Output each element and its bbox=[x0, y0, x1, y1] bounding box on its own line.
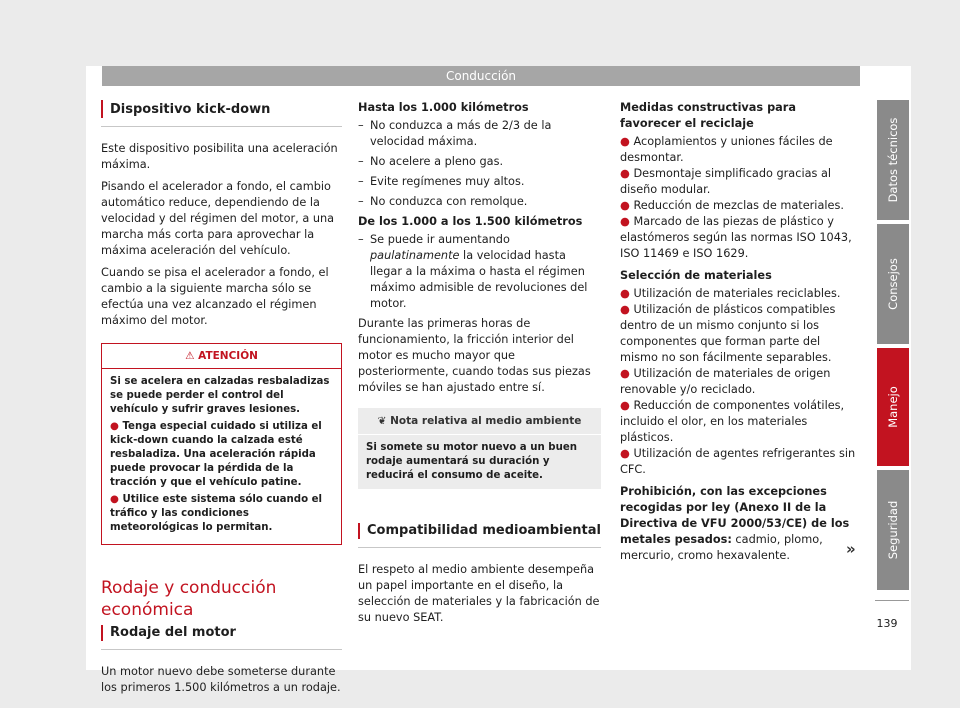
list-item-text: Se puede ir aumentando bbox=[370, 233, 510, 246]
bullet-icon: ● bbox=[620, 447, 634, 460]
environment-note-body: Si somete su motor nuevo a un buen rodaje aumentará su duración y reducirá el consumo de aceite. bbox=[366, 442, 577, 481]
bullet-icon: ● bbox=[110, 494, 123, 505]
bullet-item bbox=[620, 302, 860, 366]
continue-arrow-icon: » bbox=[846, 540, 856, 558]
bullet-item bbox=[620, 198, 860, 214]
bullet-text: Utilización de materiales de origen renovable y/o reciclado. bbox=[620, 367, 831, 396]
column-3 bbox=[620, 100, 860, 570]
warning-bullet bbox=[110, 493, 333, 535]
section-title-kickdown: Dispositivo kick-down bbox=[101, 100, 342, 127]
bullet-icon: ● bbox=[620, 287, 634, 300]
leaf-icon: ❦ bbox=[377, 415, 387, 427]
side-tab-label: Manejo bbox=[886, 386, 900, 428]
bullet-icon: ● bbox=[110, 421, 123, 432]
bullet-icon: ● bbox=[620, 167, 634, 180]
subheading: Medidas constructivas para favorecer el reciclaje bbox=[620, 101, 796, 130]
bullet-text: Reducción de mezclas de materiales. bbox=[633, 199, 844, 212]
bullet-text: Utilización de plásticos compatibles dentro de un mismo conjunto si los componentes que forman parte del mismo no son fácilmente separables. bbox=[620, 303, 836, 364]
list-item: – Evite regímenes muy altos. bbox=[358, 174, 601, 190]
bullet-text: Reducción de componentes volátiles, incluido el olor, en los materiales plásticos. bbox=[620, 399, 845, 444]
paragraph: Pisando el acelerador a fondo, el cambio automático reduce, dependiendo de la velocidad y del régimen del motor, a una marcha más corta para aprovechar la máxima aceleración del vehículo. bbox=[101, 180, 335, 257]
bullet-text: Utilización de agentes refrigerantes sin CFC. bbox=[620, 447, 856, 476]
page-number-divider bbox=[875, 600, 909, 601]
side-tab-datos-tecnicos[interactable] bbox=[877, 100, 909, 220]
bullet-icon: ● bbox=[620, 215, 634, 228]
side-tab-seguridad[interactable] bbox=[877, 470, 909, 590]
list-item: – No acelere a pleno gas. bbox=[358, 154, 601, 170]
bullet-icon: ● bbox=[620, 303, 634, 316]
side-tab-label: Datos técnicos bbox=[886, 117, 900, 203]
side-tab-consejos[interactable] bbox=[877, 224, 909, 344]
warning-triangle-icon: ⚠ bbox=[185, 350, 195, 362]
bullet-item bbox=[620, 166, 860, 198]
bullet-icon: ● bbox=[620, 135, 634, 148]
warning-bullet-text: Utilice este sistema sólo cuando el tráfico y las condiciones meteorológicas lo permitan. bbox=[110, 494, 323, 533]
subheading: De los 1.000 a los 1.500 kilómetros bbox=[358, 215, 583, 228]
paragraph: Cuando se pisa el acelerador a fondo, el cambio a la siguiente marcha sólo se efectúa una vez alcanzado el régimen máximo del motor. bbox=[101, 266, 329, 327]
paragraph: El respeto al medio ambiente desempeña un papel importante en el diseño, la selección de materiales y la fabricación de su nuevo SEAT. bbox=[358, 563, 600, 624]
paragraph: Durante las primeras horas de funcionamiento, la fricción interior del motor es mucho mayor que posteriormente, cuando todas sus piezas móviles se han ajustado entre sí. bbox=[358, 317, 591, 394]
list-item: – No conduzca con remolque. bbox=[358, 194, 601, 210]
side-tab-manejo[interactable] bbox=[877, 348, 909, 466]
chapter-header: Conducción bbox=[102, 66, 860, 86]
paragraph: Un motor nuevo debe someterse durante los primeros 1.500 kilómetros a un rodaje. bbox=[101, 665, 341, 694]
paragraph: Este dispositivo posibilita una aceleración máxima. bbox=[101, 142, 338, 171]
column-2 bbox=[358, 100, 601, 632]
list-item-text: la velocidad hasta llegar a la máxima o hasta el régimen máximo admisible de revoluciones del motor. bbox=[370, 249, 588, 310]
list-item: – No conduzca a más de 2/3 de la velocidad máxima. bbox=[358, 118, 601, 150]
column-1 bbox=[101, 100, 342, 702]
section-title-compatibilidad: Compatibilidad medioambiental bbox=[358, 519, 601, 548]
bullet-text: Marcado de las piezas de plástico y elastómeros según las normas ISO 1043, ISO 11469 e ISO 1629. bbox=[620, 215, 852, 260]
list-item bbox=[358, 232, 601, 312]
bullet-icon: ● bbox=[620, 199, 634, 212]
bullet-item bbox=[620, 398, 860, 446]
warning-header bbox=[102, 344, 341, 369]
paragraph-bold-lead: Prohibición, con las excepciones recogidas por ley (Anexo II de la Directiva de VFU 2000/53/CE) de los metales pesados: bbox=[620, 485, 850, 546]
environment-note-box bbox=[358, 408, 601, 489]
warning-intro: Si se acelera en calzadas resbaladizas se puede perder el control del vehículo y sufrir graves lesiones. bbox=[110, 376, 330, 415]
subheading: Hasta los 1.000 kilómetros bbox=[358, 101, 529, 114]
bullet-item bbox=[620, 446, 860, 478]
bullet-icon: ● bbox=[620, 399, 634, 412]
bullet-item bbox=[620, 134, 860, 166]
bullet-text: Acoplamientos y uniones fáciles de desmontar. bbox=[620, 135, 833, 164]
warning-title: ATENCIÓN bbox=[198, 350, 258, 362]
chapter-section-title: Rodaje y conducción económica bbox=[101, 578, 277, 620]
warning-bullet-text: Tenga especial cuidado si utiliza el kick-down cuando la calzada esté resbaladiza. Una aceleración rápida puede provocar la pérdida de la tracción y que el vehículo patine. bbox=[110, 421, 322, 488]
environment-note-title: Nota relativa al medio ambiente bbox=[390, 415, 582, 427]
paragraph-text: cadmio, plomo, mercurio, cromo hexavalente. bbox=[620, 533, 823, 562]
list-item-emphasis: paulatinamente bbox=[370, 249, 460, 262]
warning-body bbox=[102, 369, 341, 544]
paragraph bbox=[620, 484, 860, 564]
page-number: 139 bbox=[876, 617, 898, 630]
side-tab-label: Seguridad bbox=[886, 500, 900, 560]
warning-box bbox=[101, 343, 342, 545]
bullet-item bbox=[620, 286, 860, 302]
bullet-text: Utilización de materiales reciclables. bbox=[633, 287, 841, 300]
bullet-text: Desmontaje simplificado gracias al diseño modular. bbox=[620, 167, 832, 196]
bullet-item bbox=[620, 366, 860, 398]
environment-note-header bbox=[358, 408, 601, 435]
section-title-rodaje: Rodaje del motor bbox=[101, 621, 342, 650]
bullet-icon: ● bbox=[620, 367, 634, 380]
side-tab-label: Consejos bbox=[886, 258, 900, 310]
subheading: Selección de materiales bbox=[620, 269, 772, 282]
warning-bullet bbox=[110, 420, 333, 490]
bullet-item bbox=[620, 214, 860, 262]
